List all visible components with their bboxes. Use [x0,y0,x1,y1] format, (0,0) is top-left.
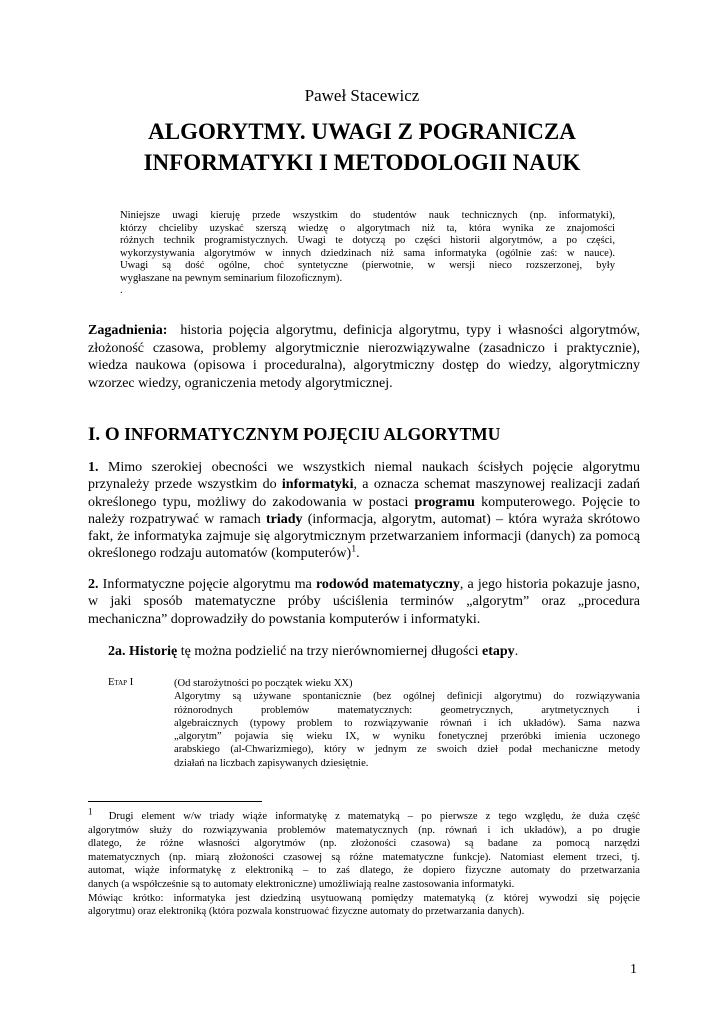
text-run: Mimo szerokiej obecności we wszystkich niemal naukach ścisłych pojęcie algorytmu przynależy przede wszystkim do [88,460,641,493]
stage-line: arabskiego (al-Chwarizmiego), który w jednym ze swoich dzieł podał mechaniczne metody [174,744,640,756]
bold-term: programu [414,494,475,510]
stage-line: działań na liczbach zapisywanych dziesiętnie. [174,757,369,769]
text-run: tę można podzielić na trzy nierównomiernej długości [180,644,479,659]
section-heading [88,424,500,446]
text-run: , a oznacza schemat maszynowej realizacji zadań określonego typu, możliwy do zakodowania w postaci [88,477,640,510]
text-run: Informatyczne pojęcie algorytmu ma [102,577,312,592]
stage-line: algebraicznych (typowy problem to rozwiązywanie równań i ich układów). Sama nazwa [174,717,640,729]
stage-description [174,677,640,770]
text-run: komputerowego. Pojęcie to należy rozpatrywać w ramach [88,494,640,527]
title-line-1: ALGORYTMY. UWAGI Z POGRANICZA [148,119,576,144]
abstract-line: wykorzystywania algorytmów w innych dziedzinach niż sama informatyka (ogólnie zaś: w nauce). [120,247,615,259]
paragraph-2 [88,576,640,628]
footnote-line: algorytmu) oraz elektroniką (która pozwala konstruować fizyczne automaty do przetwarzania danych). [88,906,525,918]
section-numeral: I. O [88,424,120,445]
text-run: (informacja, algorytm, automat) – która wyraża skrótowo fakt, że informatyka zajmuje się algorytmicznym przetwarzaniem informacji (danych) za pomocą określonego rodzaju automatów (komputerów) [88,511,641,562]
paragraph-number: 2a. [108,644,126,659]
title-line-2: INFORMATYKI I METODOLOGII NAUK [143,150,581,175]
bold-term: etapy [482,644,515,659]
paragraph-number: 1. [88,460,99,475]
text-run: . [514,644,519,659]
bold-term: Historię [129,644,178,659]
abstract-line: Niniejsze uwagi kieruję przede wszystkim do studentów nauk technicznych (np. informatyki), [120,210,615,221]
footnote-line: dlatego, że różne własności algorytmów (np. złożoności czasowa) są badane za pomocą narzędzi [88,838,640,850]
footnote-line: automat, wiąże informatykę z elektroniką – to zaś dlatego, że dopiero fizyczne automaty do przetwarzania [88,865,640,877]
footnote-text: Drugi element w/w triady wiąże informatykę z matematyką – po pierwsze z tego względu, że duża część [108,811,641,822]
footnote-reference[interactable]: 1 [351,543,357,555]
bold-term: rodowód matematyczny [315,577,460,592]
stage-line: „algorytm” pojawia się wieku IX, w wyniku fonetycznej przeróbki imienia uczonego [174,731,640,743]
author-name: Paweł Stacewicz [304,86,420,105]
text-run: , a jego historia pokazuje jasno, w jaki sposób matematyczne próby uściślenia terminów „algorytm” oraz „procedura mechaniczna” doprowadziły do powstania komputerów i informatyki. [88,577,640,627]
abstract-line: wygłaszane na pewnym seminarium filozoficznym). [120,272,343,284]
abstract-line: którzy chcieliby uzyskać szerszą wiedzę o algorytmach niż ta, która wynika ze znajomości [120,222,615,234]
stage-line: (Od starożytności po początek wieku XX) [174,678,353,689]
page-number: 1 [630,962,637,977]
topics-text: historia pojęcia algorytmu, definicja algorytmu, typy i własności algorytmów, złożoność czasowa, problemy algorytmicznie nierozwiązywalne (zasadniczo i praktycznie), wiedza naukowa (opisowa i proceduralna), algorytmiczny dostęp do wiedzy, algorytmiczny wzorzec wiedzy, ograniczenia metody algorytmicznej. [88,323,640,391]
paragraph-2a [108,644,518,660]
paper-title [0,116,724,178]
section-title: INFORMATYCZNYM POJĘCIU ALGORYTMU [124,424,501,444]
footnote [88,806,641,919]
stage-label: Etap I [108,677,134,688]
footnote-line [88,806,641,824]
abstract-line: . [120,285,123,296]
abstract [120,210,615,298]
paragraph-1 [88,459,640,563]
footnote-line: matematycznych (np. miarą złożoności czasowej są różne matematyczne funkcje). Natomiast element trzeci, tj. [88,851,640,863]
abstract-line: różnych technik programistycznych. Uwagi te dotyczą po części historii algorytmów, a po części, [120,235,615,246]
stage-line: różnorodnych problemów matematycznych: geometrycznych, arytmetycznych i [174,704,640,716]
footnote-mark: 1 [88,806,93,817]
topics-label: Zagadnienia: [88,323,168,338]
abstract-line: Uwagi są dość ogólne, choć syntetyczne (pierwotnie, w wersji nieco rozszerzonej, były [120,260,615,271]
footnote-line: algorytmów służy do rozwiązywania problemów matematycznych (np. równań i ich układów), a po drugie [88,824,640,836]
bold-term: informatyki [281,477,354,493]
bold-term: triady [265,511,303,527]
paragraph-number: 2. [88,577,99,592]
stage-line: Algorytmy są używane spontanicznie (bez ogólnej definicji algorytmu) do rozwiązywania [174,691,640,703]
footnote-separator [88,801,262,802]
text-run: . [356,546,360,562]
footnote-line: Mówiąc krótko: informatyka jest dziedziną usytuowaną pomiędzy matematyką (z której wywodzi się pojęcie [88,892,640,904]
footnote-line: danych (a współcześnie są to automaty elektroniczne) umożliwiają realne zastosowania informatyki. [88,878,515,890]
topics-paragraph [88,322,640,392]
